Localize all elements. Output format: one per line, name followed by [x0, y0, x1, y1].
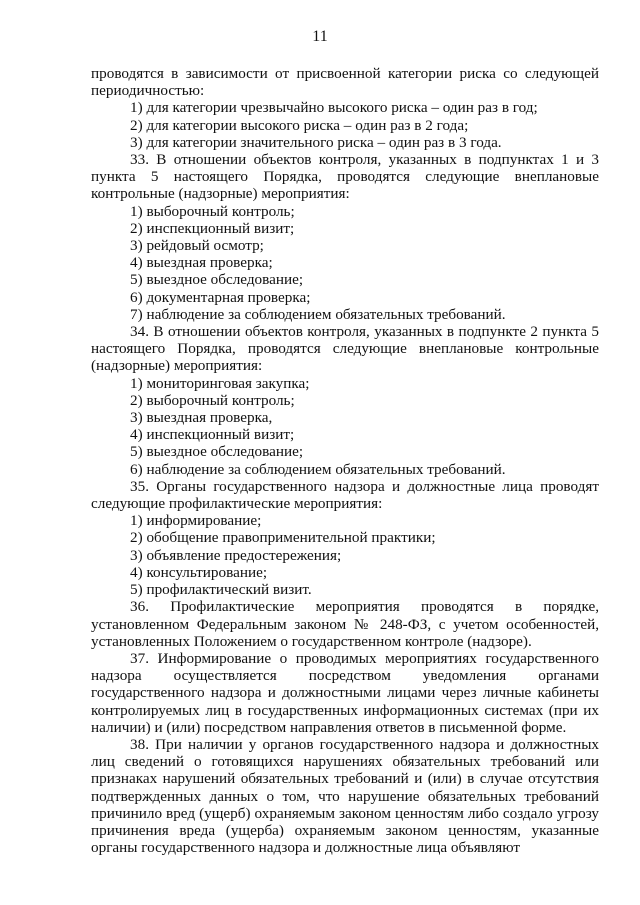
list-item: 1) информирование;	[130, 512, 262, 530]
list-item: 2) инспекционный визит;	[130, 219, 295, 237]
list-item: 3) рейдовый осмотр;	[130, 237, 264, 255]
list-item: 4) выездная проверка;	[130, 254, 273, 272]
list-item: 6) документарная проверка;	[130, 288, 311, 306]
paragraph-34: 34. В отношении объектов контроля, указанных в подпункте 2 пункта 5 настоящего Порядка, проводятся следующие внеплановые контрольные (надзорные) мероприятия:	[91, 323, 599, 375]
list-item: 5) профилактический визит.	[130, 581, 312, 599]
list-item: 1) для категории чрезвычайно высокого риска – один раз в год;	[130, 99, 538, 117]
list-item: 2) обобщение правоприменительной практики;	[130, 529, 436, 547]
list-item: 7) наблюдение за соблюдением обязательных требований.	[130, 305, 506, 323]
paragraph-36: 36. Профилактические мероприятия проводятся в порядке, установленном Федеральным законом № 248-ФЗ, с учетом особенностей, установленных Положением о государственном контроле (надзоре).	[91, 598, 599, 650]
paragraph-38: 38. При наличии у органов государственного надзора и должностных лиц сведений о готовящихся нарушениях обязательных требований или признаках нарушений обязательных требований и (или) в случае отсутствия подтвержденных данных о том, что нарушение обязательных требований причинило вред (ущерб) охраняемым законом ценностям либо создало угрозу причинения вреда (ущерба) охраняемым законом ценностям, указанные органы государственного надзора и должностные лица объявляют	[91, 735, 599, 857]
paragraph-33: 33. В отношении объектов контроля, указанных в подпунктах 1 и 3 пункта 5 настоящего Порядка, проводятся следующие внеплановые контрольные (надзорные) мероприятия:	[91, 151, 599, 203]
paragraph-37: 37. Информирование о проводимых мероприятиях государственного надзора осуществляется посредством уведомления органами государственного надзора и должностными лицами через личные кабинеты контролируемых лиц в государственных информационных системах (при их наличии) и (или) посредством направления ответов в письменной форме.	[91, 649, 599, 736]
paragraph-continuation: проводятся в зависимости от присвоенной категории риска со следующей периодичностью:	[91, 65, 599, 100]
list-item: 4) инспекционный визит;	[130, 426, 295, 444]
list-item: 5) выездное обследование;	[130, 271, 304, 289]
page-number: 11	[312, 28, 328, 45]
list-item: 3) для категории значительного риска – один раз в 3 года.	[130, 133, 502, 151]
list-item: 6) наблюдение за соблюдением обязательных требований.	[130, 460, 506, 478]
list-item: 1) мониторинговая закупка;	[130, 374, 310, 392]
list-item: 2) выборочный контроль;	[130, 391, 295, 409]
list-item: 2) для категории высокого риска – один раз в 2 года;	[130, 116, 469, 134]
list-item: 3) выездная проверка,	[130, 409, 273, 427]
list-item: 5) выездное обследование;	[130, 443, 304, 461]
list-item: 1) выборочный контроль;	[130, 202, 295, 220]
list-item: 4) консультирование;	[130, 563, 268, 581]
paragraph-35: 35. Органы государственного надзора и должностные лица проводят следующие профилактические мероприятия:	[91, 477, 599, 513]
document-body	[91, 65, 599, 856]
list-item: 3) объявление предостережения;	[130, 546, 342, 564]
